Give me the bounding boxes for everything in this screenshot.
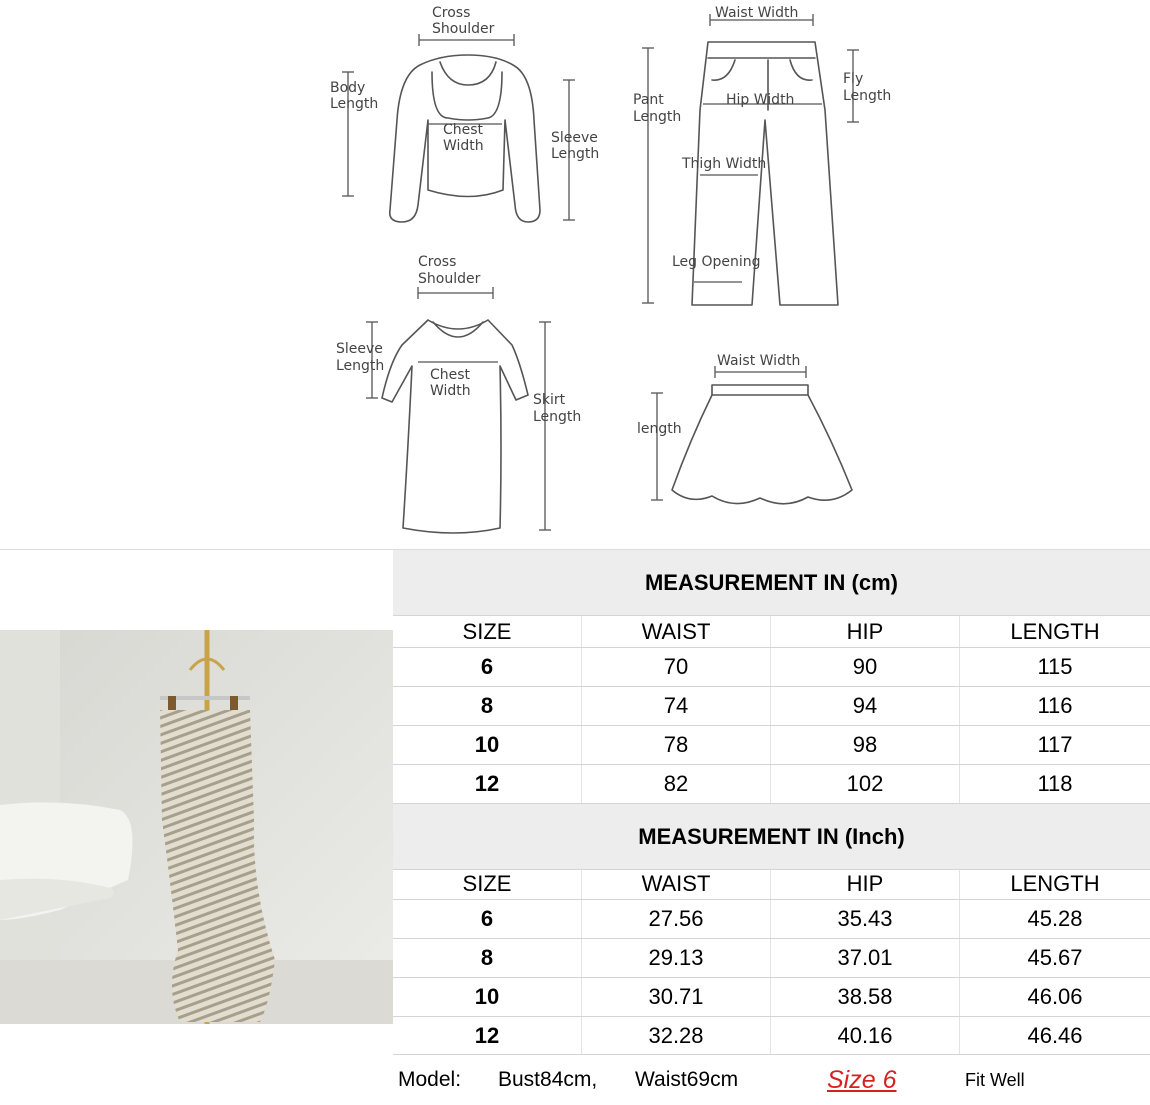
dress-cross-shoulder-label-1: Cross [418, 254, 457, 270]
table-row [393, 765, 1150, 804]
inch-table-header [393, 868, 1150, 900]
waist-cell: 70 [582, 648, 771, 686]
waist-cell: 74 [582, 687, 771, 725]
body-length-label-2: Length [330, 96, 379, 112]
product-photo [0, 630, 393, 1024]
hip-cell: 94 [771, 687, 960, 725]
length-cell: 117 [1037, 732, 1073, 757]
skirt-length-label-2: Length [533, 409, 582, 425]
length-cell: 118 [1037, 771, 1073, 796]
size-cell: 8 [393, 939, 582, 977]
table-row [393, 978, 1150, 1017]
hip-cell: 35.43 [771, 900, 960, 938]
pant-length-label-2: Length [633, 109, 682, 125]
size-cell: 12 [393, 1017, 582, 1054]
pant-length-label-1: Pant [633, 92, 664, 108]
size-cell: 10 [393, 978, 582, 1016]
hip-cell: 38.58 [771, 978, 960, 1016]
skirt-length-label-1: Skirt [533, 392, 566, 408]
model-label: Model: [398, 1068, 462, 1091]
chest-width-label-1: Chest [443, 122, 484, 138]
fly-length-label-2: Length [843, 88, 892, 104]
measurement-diagram [0, 0, 1150, 550]
cross-shoulder-label-1: Cross [432, 5, 471, 21]
body-length-label-1: Body [330, 80, 366, 96]
column-header: WAIST [582, 868, 771, 899]
length-cell: 116 [1037, 693, 1073, 718]
column-header: HIP [771, 868, 960, 899]
model-waist: Waist69cm [635, 1068, 739, 1091]
column-header: SIZE [393, 868, 582, 899]
model-fit: Fit Well [965, 1069, 1025, 1090]
length-cell: 45.28 [1027, 906, 1083, 931]
dress-chest-width-label-2: Width [430, 383, 471, 399]
table-row [393, 939, 1150, 978]
hip-cell: 98 [771, 726, 960, 764]
waist-cell: 32.28 [582, 1017, 771, 1054]
hip-cell: 37.01 [771, 939, 960, 977]
chest-width-label-2: Width [443, 138, 484, 154]
table-row [393, 1017, 1150, 1055]
hip-width-label: Hip Width [726, 92, 795, 108]
table-row [393, 687, 1150, 726]
fly-length-label-1: Fly [843, 71, 864, 87]
dress-cross-shoulder-label-2: Shoulder [418, 271, 481, 287]
hip-cell: 40.16 [771, 1017, 960, 1054]
dress-sleeve-length-label-1: Sleeve [336, 341, 383, 357]
dress-chest-width-label-1: Chest [430, 367, 471, 383]
skirt-waist-width-label: Waist Width [717, 353, 801, 369]
sleeve-length-label-1: Sleeve [551, 130, 598, 146]
waist-cell: 82 [582, 765, 771, 803]
model-size: Size 6 [827, 1065, 897, 1094]
table-row [393, 726, 1150, 765]
sweater-sketch [330, 5, 599, 222]
length-cell: 45.67 [1027, 945, 1083, 970]
inch-table-title: MEASUREMENT IN (Inch) [393, 804, 1150, 870]
cm-table-header [393, 616, 1150, 648]
column-header: SIZE [393, 616, 582, 647]
cm-table-title: MEASUREMENT IN (cm) [393, 550, 1150, 616]
leg-opening-label: Leg Opening [672, 254, 761, 270]
length-cell: 46.06 [1027, 984, 1083, 1009]
waist-cell: 78 [582, 726, 771, 764]
size-cell: 6 [393, 900, 582, 938]
length-cell: 46.46 [1027, 1022, 1083, 1048]
table-row [393, 648, 1150, 687]
pants-sketch [633, 5, 891, 305]
waist-width-label: Waist Width [715, 5, 799, 21]
column-header: HIP [771, 616, 960, 647]
model-info [393, 1055, 1150, 1105]
length-cell: 115 [1037, 654, 1073, 679]
size-cell: 12 [393, 765, 582, 803]
waist-cell: 29.13 [582, 939, 771, 977]
waist-cell: 30.71 [582, 978, 771, 1016]
size-cell: 6 [393, 648, 582, 686]
dress-sleeve-length-label-2: Length [336, 358, 385, 374]
size-chart [393, 550, 1150, 1105]
model-bust: Bust84cm, [498, 1068, 598, 1091]
column-header: WAIST [582, 616, 771, 647]
skirt-sketch [637, 353, 852, 504]
size-cell: 8 [393, 687, 582, 725]
skirt-length-label: length [637, 421, 682, 437]
sleeve-length-label-2: Length [551, 146, 600, 162]
hip-cell: 102 [771, 765, 960, 803]
waist-cell: 27.56 [582, 900, 771, 938]
size-cell: 10 [393, 726, 582, 764]
column-header: LENGTH [1010, 870, 1100, 896]
column-header: LENGTH [1010, 618, 1100, 644]
hip-cell: 90 [771, 648, 960, 686]
table-row [393, 900, 1150, 939]
cross-shoulder-label-2: Shoulder [432, 21, 495, 37]
thigh-width-label: Thigh Width [682, 156, 767, 172]
dress-sketch [336, 254, 581, 533]
